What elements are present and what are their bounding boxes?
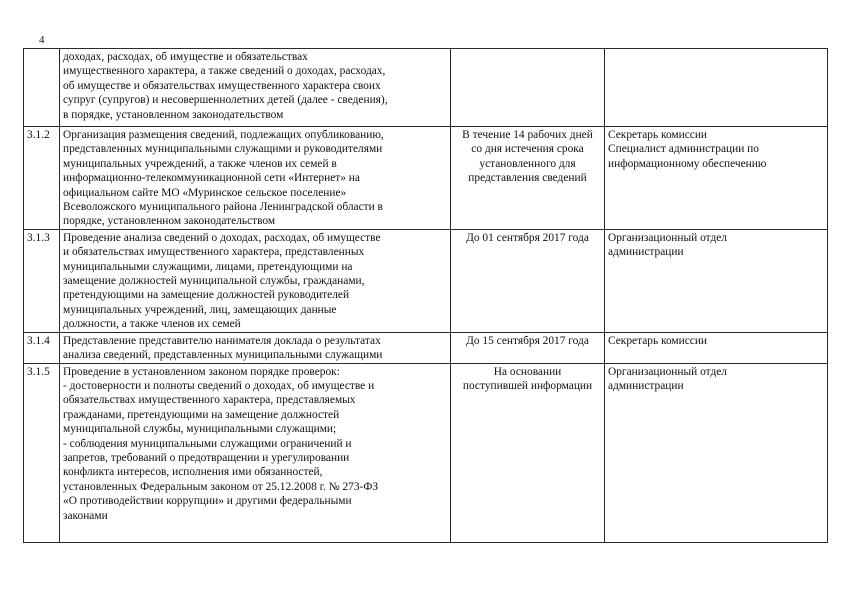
activity-cell (60, 49, 451, 127)
deadline-line: установленного для (479, 157, 576, 170)
responsible-cell (605, 127, 828, 230)
item-number-cell (24, 332, 60, 363)
activity-line: - достоверности и полноты сведений о доходах, об имуществе и (63, 379, 375, 392)
responsible-line: администрации (608, 379, 684, 392)
responsible-line: Специалист администрации по (608, 143, 759, 156)
deadline-cell (451, 49, 605, 127)
item-number-cell (24, 127, 60, 230)
activity-line: Организация размещения сведений, подлежащих опубликованию, (63, 129, 384, 141)
item-number: 3.1.5 (27, 365, 50, 378)
item-number-cell (24, 229, 60, 332)
activity-line: конфликта интересов, исполнения ими обязанностей, (63, 466, 323, 479)
activity-line: анализа сведений, представленных муниципальными служащими (63, 349, 383, 362)
responsible-line: Секретарь комиссии (608, 129, 708, 141)
activity-line: об имуществе и обязательствах имущественного характера своих (63, 79, 381, 92)
activity-line: замещение должностей муниципальной службы, гражданами, (63, 275, 365, 288)
deadline-cell (451, 363, 605, 542)
activity-line: законами (63, 509, 108, 522)
item-number-cell (24, 49, 60, 127)
responsible-line: Организационный отдел (608, 231, 727, 244)
activity-line: гражданами, претендующими на замещение должностей (63, 408, 340, 421)
activity-line: муниципальных учреждений, лиц, замещающих данные (63, 303, 337, 316)
deadline-line: поступившей информации (462, 379, 593, 392)
activity-line: Представление представителю нанимателя доклада о результатах (63, 334, 381, 347)
responsible-cell (605, 49, 828, 127)
activity-line: имущественного характера, а также сведений о доходах, расходах, (63, 65, 386, 78)
deadline-cell (451, 127, 605, 230)
table-row (24, 49, 828, 127)
item-number: 3.1.4 (27, 334, 50, 347)
table-row (24, 363, 828, 542)
activity-line: представленных муниципальными служащими и руководителями (63, 143, 383, 156)
table-row (24, 332, 828, 363)
responsible-line: Секретарь комиссии (608, 334, 708, 347)
deadline-cell (451, 332, 605, 363)
activity-line: Всеволожского муниципального района Ленинградской области в (63, 201, 383, 214)
activity-cell (60, 229, 451, 332)
page-number: 4 (39, 34, 45, 46)
activity-plan-body (24, 49, 828, 543)
activity-line: «О противодействии коррупции» и другими федеральными (63, 495, 352, 508)
item-number-cell (24, 363, 60, 542)
activity-line: установленных Федеральным законом от 25.12.2008 г. № 273-ФЗ (63, 480, 379, 493)
responsible-cell (605, 363, 828, 542)
activity-line: порядке, установленном законодательством (63, 215, 276, 228)
item-number: 3.1.3 (27, 231, 50, 244)
activity-line: обязательствах имущественного характера, представляемых (63, 394, 356, 407)
activity-line: Проведение анализа сведений о доходах, расходах, об имуществе (63, 231, 381, 244)
deadline-line: До 01 сентября 2017 года (466, 231, 589, 244)
activity-line: муниципальной службы, муниципальными служащими; (63, 423, 337, 436)
deadline-line: представления сведений (468, 172, 587, 185)
item-number: 3.1.2 (27, 129, 50, 141)
deadline-line: В течение 14 рабочих дней (462, 129, 593, 141)
responsible-line: Организационный отдел (608, 365, 727, 378)
deadline-line: со дня истечения срока (471, 143, 584, 156)
activity-line: Проведение в установленном законом порядке проверок: (63, 365, 340, 378)
activity-line: муниципальных учреждений, а также членов их семей в (63, 157, 337, 170)
activity-line: доходах, расходах, об имуществе и обязательствах (63, 51, 308, 63)
activity-cell (60, 127, 451, 230)
activity-cell (60, 332, 451, 363)
activity-line: запретов, требований о предотвращении и урегулировании (63, 451, 350, 464)
responsible-cell (605, 229, 828, 332)
table-row (24, 229, 828, 332)
responsible-line: информационному обеспечению (608, 157, 767, 170)
deadline-line: До 15 сентября 2017 года (466, 334, 589, 347)
deadline-line: На основании (493, 365, 562, 378)
activity-cell (60, 363, 451, 542)
activity-line: - соблюдения муниципальными служащими ограничений и (63, 437, 352, 450)
deadline-cell (451, 229, 605, 332)
activity-line: муниципальными служащими, лицами, претендующими на (63, 260, 353, 273)
responsible-line: администрации (608, 246, 684, 259)
activity-line: и обязательствах имущественного характера, представленных (63, 246, 365, 259)
activity-line: претендующими на замещение должностей руководителей (63, 289, 350, 302)
activity-line: в порядке, установленном законодательством (63, 108, 284, 121)
responsible-cell (605, 332, 828, 363)
activity-line: должности, а также членов их семей (63, 318, 241, 331)
activity-line: официальном сайте МО «Муринское сельское поселение» (63, 186, 347, 199)
table-row (24, 127, 828, 230)
activity-plan-table (23, 48, 828, 543)
activity-line: информационно-телекоммуникационной сети «Интернет» на (63, 172, 360, 185)
activity-line: супруг (супругов) и несовершеннолетних детей (далее - сведения), (63, 94, 388, 107)
